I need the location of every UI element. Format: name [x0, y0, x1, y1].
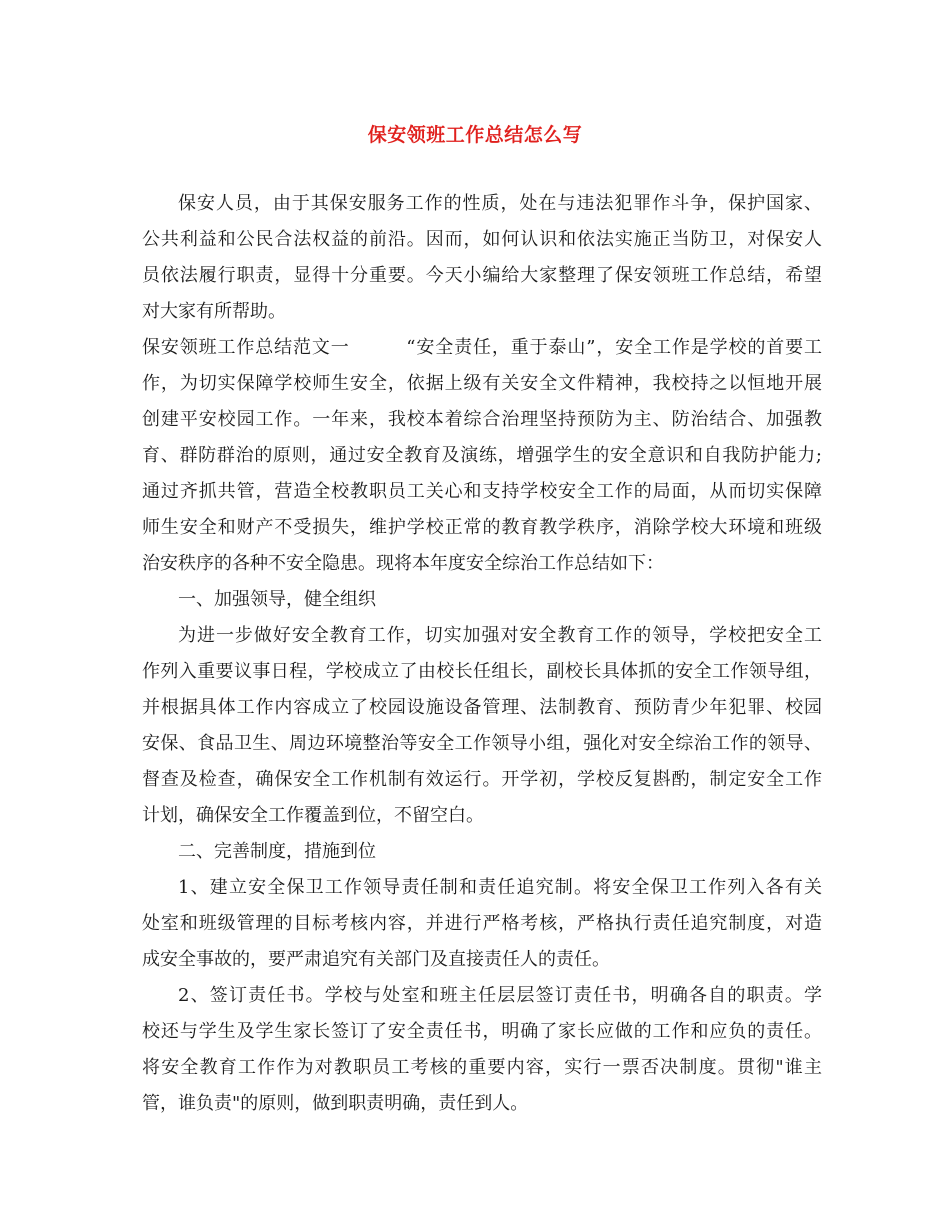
body-line: 校还与学生及学生家长签订了安全责任书，明确了家长应做的工作和应负的责任。: [142, 1021, 822, 1042]
body-line: 安保、食品卫生、周边环境整治等安全工作领导小组，强化对安全综治工作的领导、: [142, 733, 822, 754]
body-line: 通过齐抓共管，营造全校教职员工关心和支持学校安全工作的局面，从而切实保障: [142, 481, 822, 502]
body-line: 师生安全和财产不受损失，维护学校正常的教育教学秩序，消除学校大环境和班级: [142, 517, 822, 538]
section-heading: 二、完善制度，措施到位: [178, 841, 376, 862]
body-line: 计划，确保安全工作覆盖到位，不留空白。: [142, 805, 484, 826]
body-line: 作列入重要议事日程，学校成立了由校长任组长，副校长具体抓的安全工作领导组，: [142, 661, 822, 682]
body-line: 保安人员，由于其保安服务工作的性质，处在与违法犯罪作斗争，保护国家、: [178, 193, 822, 214]
body-line: 为进一步做好安全教育工作，切实加强对安全教育工作的领导，学校把安全工: [178, 625, 822, 646]
body-line: 2、签订责任书。学校与处室和班主任层层签订责任书，明确各自的职责。学: [178, 985, 822, 1006]
body-line: 员依法履行职责，显得十分重要。今天小编给大家整理了保安领班工作总结，希望: [142, 265, 822, 286]
body-line: 对大家有所帮助。: [142, 301, 286, 322]
body-line: 管，谁负责"的原则，做到职责明确，责任到人。: [142, 1093, 529, 1114]
body-line: 育、群防群治的原则，通过安全教育及演练，增强学生的安全意识和自我防护能力;: [142, 445, 822, 466]
body-line: 并根据具体工作内容成立了校园设施设备管理、法制教育、预防青少年犯罪、校园: [142, 697, 822, 718]
body-line: 督查及检查，确保安全工作机制有效运行。开学初，学校反复斟酌，制定安全工作: [142, 769, 822, 790]
document-title: 保安领班工作总结怎么写: [367, 124, 583, 146]
body-line: 处室和班级管理的目标考核内容，并进行严格考核，严格执行责任追究制度，对造: [142, 913, 822, 934]
body-line: 成安全事故的，要严肃追究有关部门及直接责任人的责任。: [142, 949, 610, 970]
body-line: 保安领班工作总结范文一 “安全责任，重于泰山”，安全工作是学校的首要工: [142, 337, 822, 358]
body-line: 创建平安校园工作。一年来，我校本着综合治理坚持预防为主、防治结合、加强教: [142, 409, 822, 430]
body-line: 将安全教育工作作为对教职员工考核的重要内容，实行一票否决制度。贯彻"谁主: [142, 1057, 822, 1078]
body-line: 1、建立安全保卫工作领导责任制和责任追究制。将安全保卫工作列入各有关: [178, 877, 822, 898]
body-line: 公共利益和公民合法权益的前沿。因而，如何认识和依法实施正当防卫，对保安人: [142, 229, 822, 250]
section-heading: 一、加强领导，健全组织: [178, 589, 376, 610]
body-line: 作，为切实保障学校师生安全，依据上级有关安全文件精神，我校持之以恒地开展: [142, 373, 822, 394]
body-line: 治安秩序的各种不安全隐患。现将本年度安全综治工作总结如下：: [142, 553, 664, 574]
